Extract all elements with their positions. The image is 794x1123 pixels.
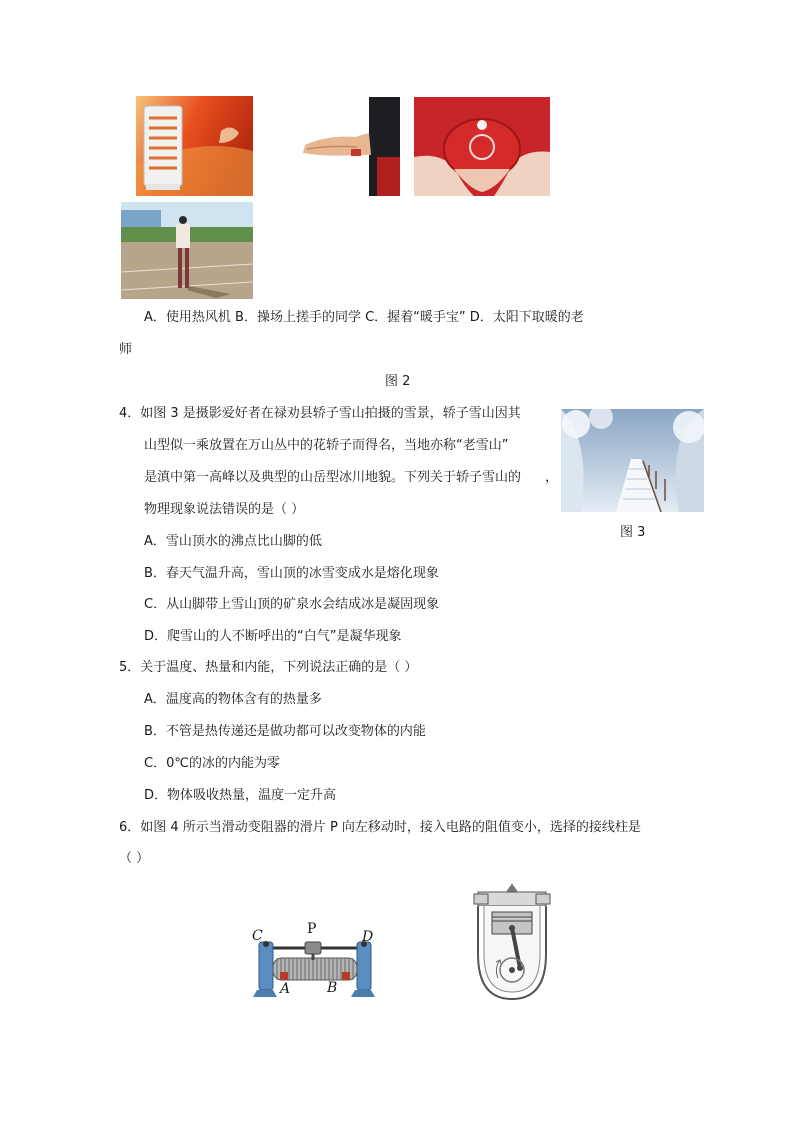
q5-stem: 5．关于温度、热量和内能，下列说法正确的是（ ） (119, 660, 418, 675)
q6-line-2: （ ） (119, 851, 150, 866)
q4-line-2 (144, 436, 508, 456)
q5-option-d: D．物体吸收热量，温度一定升高 (144, 788, 337, 803)
snow-mountain-photo (561, 409, 704, 512)
q4-option-b: B．春天气温升高，雪山顶的冰雪变成水是熔化现象 (144, 566, 439, 581)
rheostat-label-b: B (327, 980, 338, 996)
q4-line-1: 4．如图 3 是摄影爱好者在禄劝县轿子雪山拍摄的雪景，轿子雪山因其 (119, 406, 521, 421)
q5-option-b: B．不管是热传递还是做功都可以改变物体的内能 (144, 724, 426, 739)
figure2-options: A．使用热风机 B．操场上搓手的同学 C．握着“暖手宝” D．太阳下取暖的老 (144, 310, 584, 325)
teacher-in-sun-photo (121, 202, 253, 299)
q4-line-2-text: 山型似一乘放置在万山丛中的花轿子而得名，当地亦称“老雪山” (144, 438, 509, 453)
q4-option-c: C．从山脚带上雪山顶的矿泉水会结成冰是凝固现象 (144, 597, 440, 612)
figure2-caption: 图 2 (385, 374, 411, 389)
q4-line-2-tail: ， (545, 470, 559, 485)
q4-option-a: A．雪山顶水的沸点比山脚的低 (144, 534, 322, 549)
rheostat-label-a: A (280, 981, 291, 997)
q5-option-c: C．0℃的冰的内能为零 (144, 756, 280, 771)
heater-photo (136, 96, 253, 196)
hand-warmer-photo (414, 97, 550, 196)
q4-line-4: 物理现象说法错误的是（ ） (144, 502, 305, 517)
engine-cylinder-diagram (470, 884, 554, 1002)
figure2-options-wrap: 师 (119, 342, 133, 357)
rubbing-hands-photo (297, 97, 400, 196)
q5-option-a: A．温度高的物体含有的热量多 (144, 692, 322, 707)
q4-option-d: D．爬雪山的人不断呼出的“白气”是凝华现象 (144, 629, 402, 644)
figure3-caption: 图 3 (620, 525, 646, 540)
q4-line-3: 是滇中第一高峰以及典型的山岳型冰川地貌。下列关于轿子雪山的 (144, 470, 522, 485)
q6-line-1: 6．如图 4 所示当滑动变阻器的滑片 P 向左移动时，接入电路的阻值变小，选择的接线柱是 (119, 820, 641, 835)
rheostat-label-p: P (307, 921, 317, 937)
rheostat-label-d: D (362, 929, 374, 945)
rheostat-label-c: C (252, 928, 263, 944)
